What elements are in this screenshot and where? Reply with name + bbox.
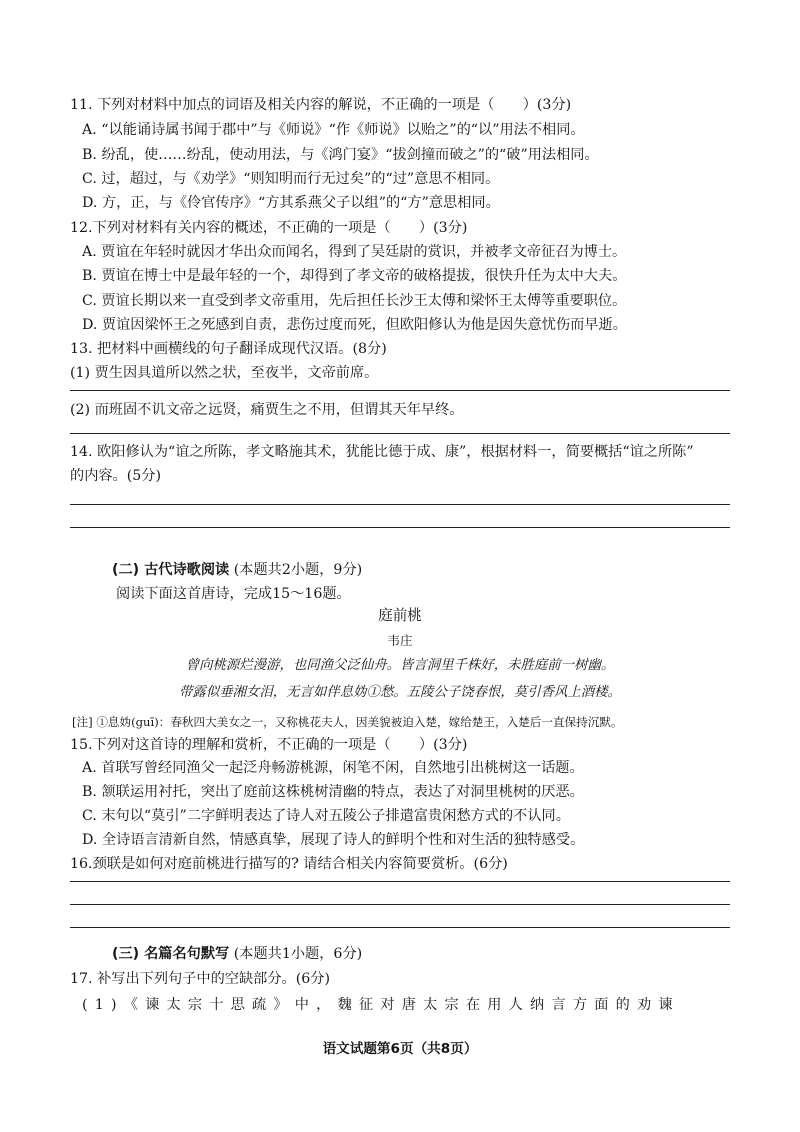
poem-line-1: 曾向桃源烂漫游，也同渔父泛仙舟。皆言洞里千株好，未胜庭前一树幽。 [185,658,615,673]
q15-stem: 15.下列对这首诗的理解和赏析，不正确的一项是（ ）(3分) [70,737,468,753]
section-2-title: (二) 古代诗歌阅读 [112,562,230,578]
q12-option-c: C. 贾谊长期以来一直受到孝文帝重用，先后担任长沙王太傅和梁怀王太傅等重要职位。 [82,293,627,309]
q12-stem: 12.下列对材料有关内容的概述，不正确的一项是（ ）(3分) [70,220,468,236]
q17-stem: 17. 补写出下列句子中的空缺部分。(6分) [70,971,330,987]
answer-line [70,527,730,528]
section-3-note: (本题共1小题，6分) [233,946,363,962]
q16-stem: 16.颈联是如何对庭前桃进行描写的? 请结合相关内容简要赏析。(6分) [70,856,508,872]
q14-stem-line-2: 的内容。(5分) [70,468,162,484]
q11-option-c: C. 过，超过，与《劝学》“则知明而行无过矣”的“过”意思不相同。 [82,171,500,187]
poem-author: 韦庄 [387,633,413,648]
q12-option-d: D. 贾谊因梁怀王之死感到自责，悲伤过度而死，但欧阳修认为他是因失意忧伤而早逝。 [82,317,627,333]
answer-line [70,881,730,882]
q14-stem-line-1: 14. 欧阳修认为“谊之所陈，孝文略施其术，犹能比德于成、康”，根据材料一，简要概括“谊之所陈” [70,444,694,460]
q12-option-b: B. 贾谊在博士中是最年轻的一个，却得到了孝文帝的破格提拔，很快升任为太中大夫。 [82,268,627,284]
q11-option-d: D. 方，正，与《伶官传序》“方其系燕父子以组”的“方”意思相同。 [82,195,500,211]
poem-title: 庭前桃 [378,607,422,624]
section-3-title: (三) 名篇名句默写 [112,946,230,962]
q15-option-a: A. 首联写曾经同渔父一起泛舟畅游桃源，闲笔不闲，自然地引出桃树这一话题。 [82,760,584,776]
answer-line [70,927,730,928]
section-2-heading [112,560,362,580]
section-2-instruction: 阅读下面这首唐诗，完成15～16题。 [116,586,351,602]
q11-option-b: B. 纷乱，使……纷乱，使动用法，与《鸿门宴》“拔剑撞而破之”的“破”用法相同。 [82,147,599,163]
q15-option-b: B. 颔联运用衬托，突出了庭前这株桃树清幽的特点，表达了对洞里桃树的厌恶。 [82,784,584,800]
q11-stem: 11. 下列对材料中加点的词语及相关内容的解说，不正确的一项是（ ）(3分) [70,97,572,113]
answer-line [70,390,730,391]
section-3-heading [112,944,362,964]
q13-stem: 13. 把材料中画横线的句子翻译成现代汉语。(8分) [70,341,387,357]
answer-line [70,904,730,905]
answer-line [70,433,730,434]
poem-footnote: [注] ①息妫(guī)：春秋四大美女之一，又称桃花夫人，因美貌被迫入楚，嫁给楚王，入楚后一直保持沉默。 [72,715,623,729]
q13-sentence-1: (1) 贾生因具道所以然之状，至夜半，文帝前席。 [70,365,379,381]
q15-option-c: C. 末句以“莫引”二字鲜明表达了诗人对五陵公子排遣富贵闲愁方式的不认同。 [82,808,570,824]
q13-sentence-2: (2) 而班固不讥文帝之远贤，痛贾生之不用，但谓其天年早终。 [70,402,464,418]
section-2-note: (本题共2小题，9分) [233,562,363,578]
answer-line [70,504,730,505]
q11-option-a: A. “以能诵诗属书闻于郡中”与《师说》“作《师说》以贻之”的“以”用法不相同。 [82,122,585,138]
q15-option-d: D. 全诗语言清新自然，情感真挚，展现了诗人的鲜明个性和对生活的独特感受。 [82,832,585,848]
page-footer: 语文试题第6页（共8页） [322,1041,478,1057]
q17-sentence-1: (1)《谏太宗十思疏》中，魏征对唐太宗在用人纳言方面的劝谏 [82,997,680,1013]
poem-line-2: 带露似垂湘女泪，无言如伴息妫①愁。五陵公子饶春恨，莫引香风上酒楼。 [179,685,621,700]
q12-option-a: A. 贾谊在年轻时就因才华出众而闻名，得到了吴廷尉的赏识，并被孝文帝征召为博士。 [82,244,627,260]
